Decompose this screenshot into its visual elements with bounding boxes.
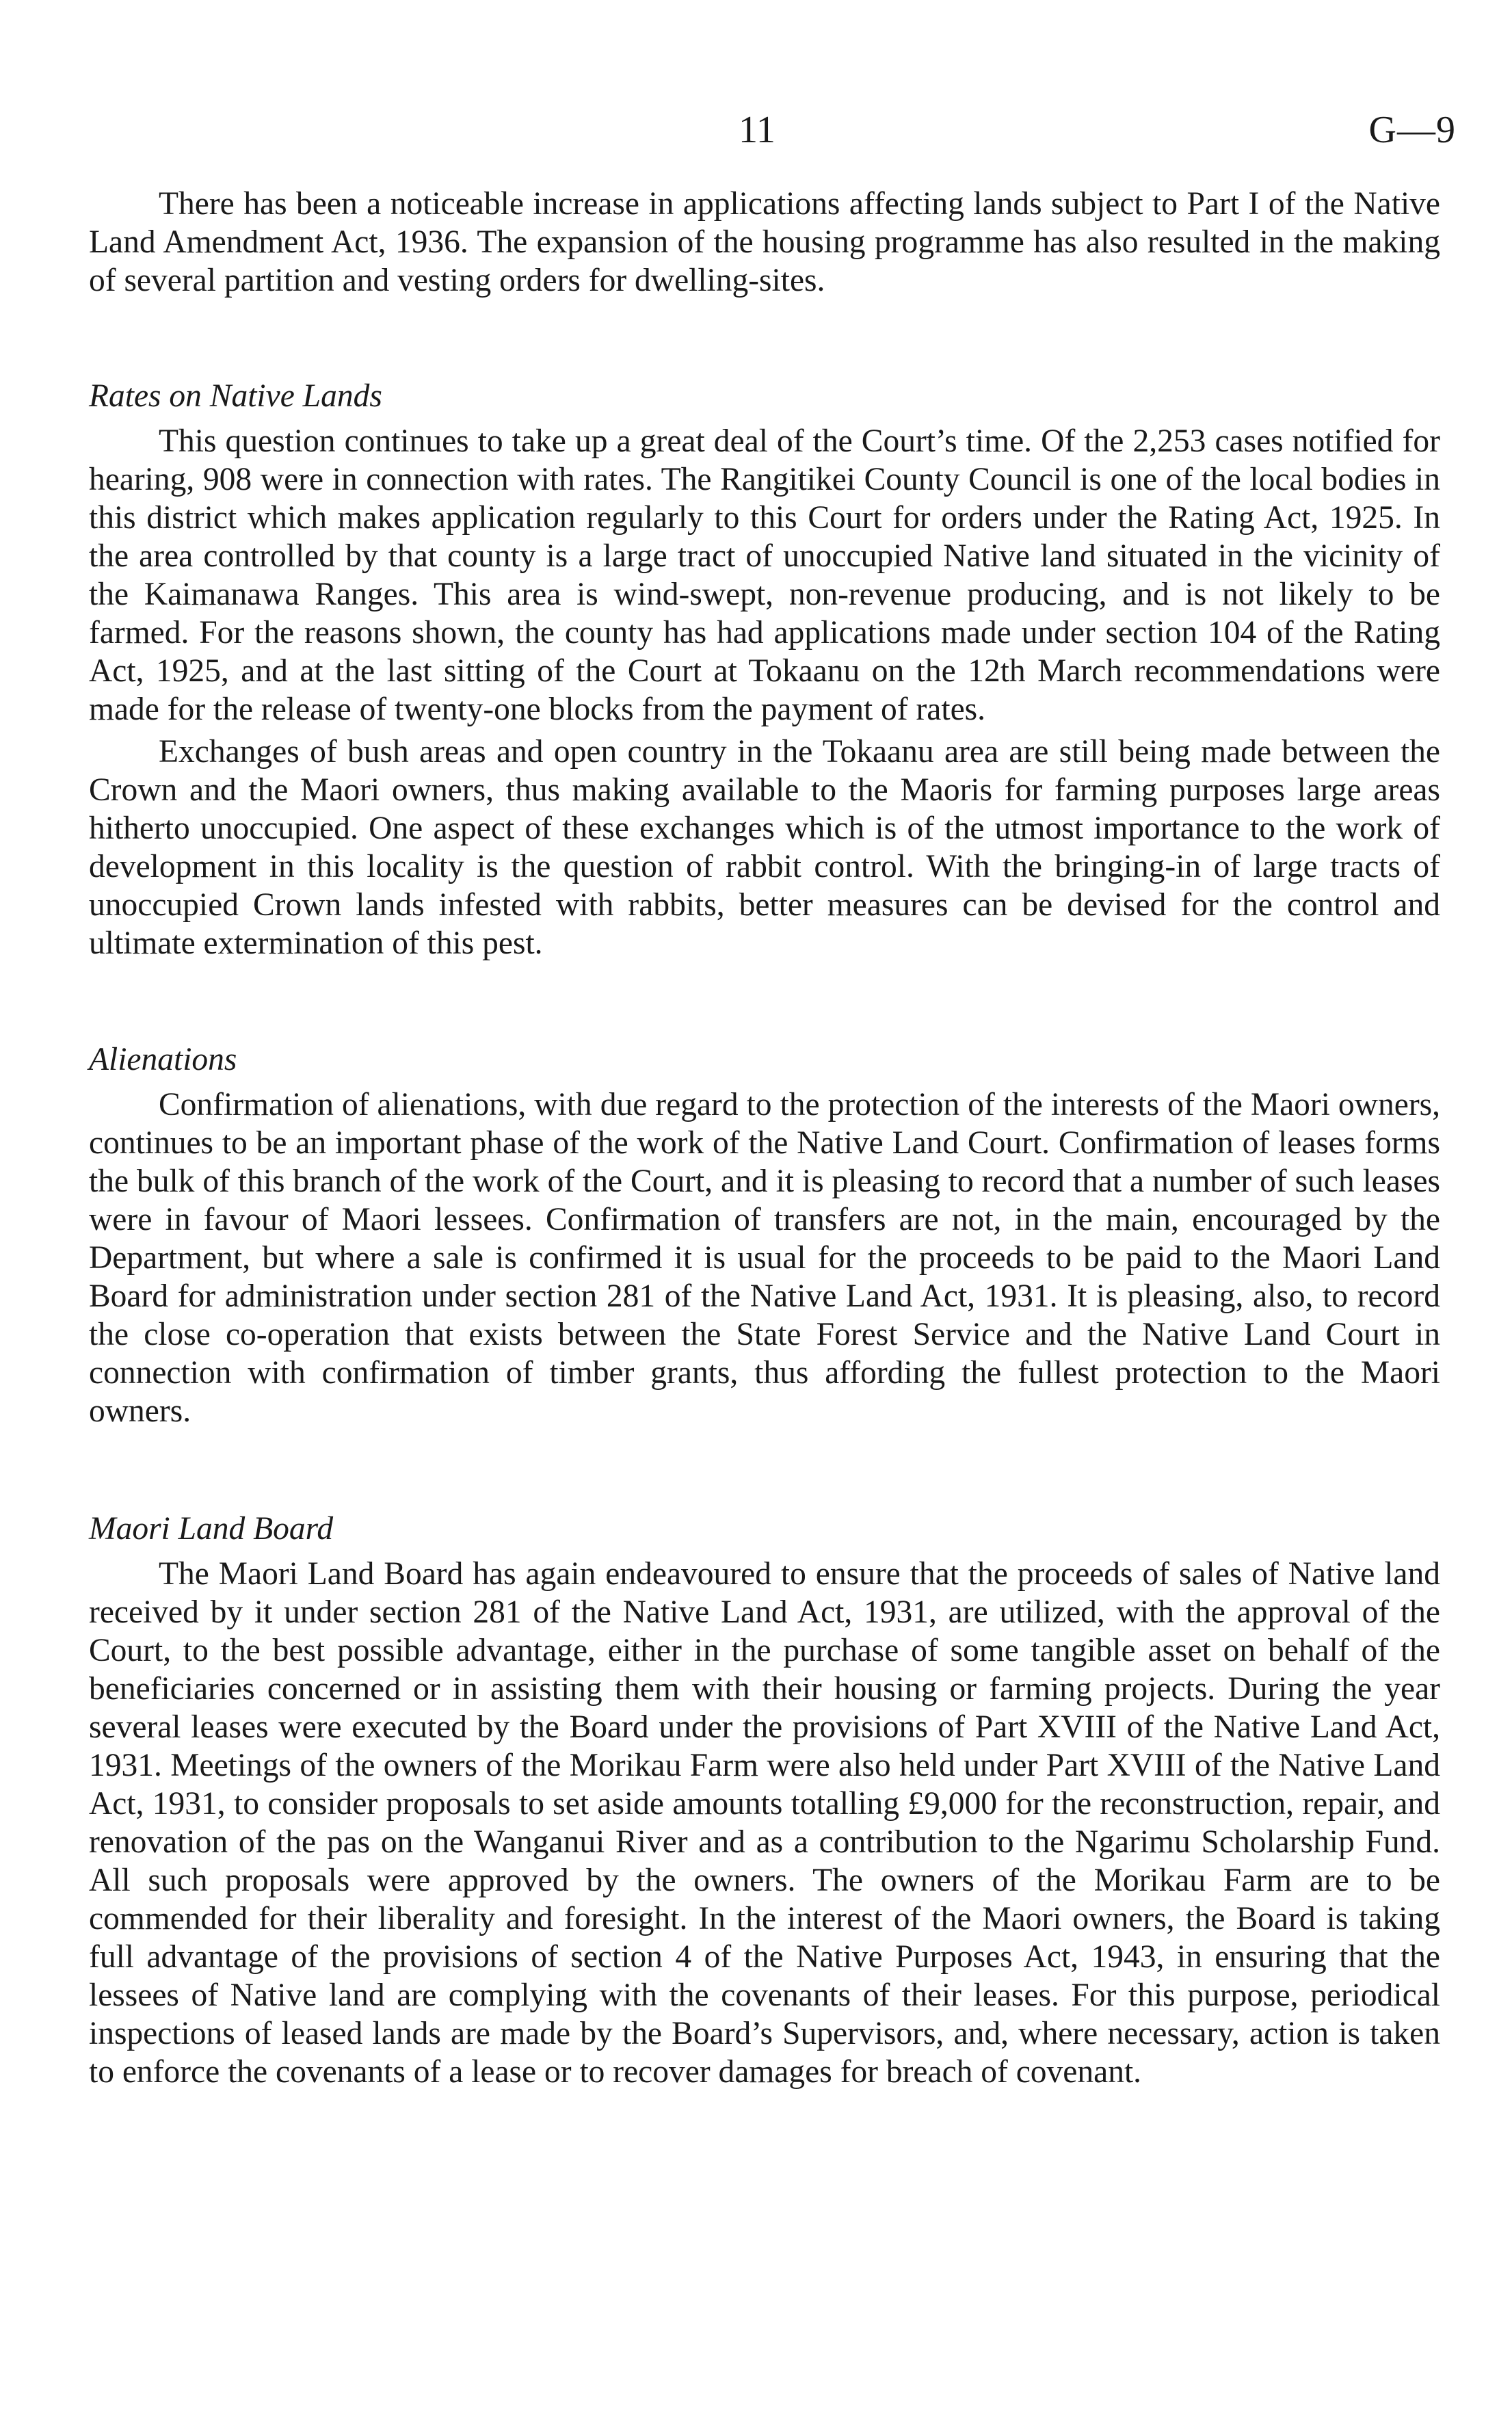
section-alienations	[89, 1040, 1440, 1430]
paragraph: Exchanges of bush areas and open country in the Tokaanu area are still being made between the Crown and the Maori owners, thus making available to the Maoris for farming purposes large areas hitherto unoccupied. One aspect of these exchanges which is of the utmost importance to the work of development in this locality is the question of rabbit control. With the bringing-in of large tracts of unoccupied Crown lands infested with rabbits, better measures can be devised for the control and ultimate extermination of this pest.	[89, 734, 1440, 961]
section-maori-land-board	[89, 1510, 1440, 2091]
paragraph: The Maori Land Board has again endeavoured to ensure that the proceeds of sales of Native land received by it under section 281 of the Native Land Act, 1931, are utilized, with the approval of the Court, to the best possible advantage, either in the purchase of some tangible asset on behalf of the beneficiaries concerned or in assisting them with their housing or farming projects. During the year several leases were executed by the Board under the provisions of Part XVIII of the Native Land Act, 1931. Meetings of the owners of the Morikau Farm were also held under Part XVIII of the Native Land Act, 1931, to consider proposals to set aside amounts totalling £9,000 for the reconstruction, repair, and renovation of the pas on the Wanganui River and as a contribution to the Ngarimu Scholarship Fund. All such proposals were approved by the owners. The owners of the Morikau Farm are to be commended for their liberality and foresight. In the interest of the Maori owners, the Board is taking full advantage of the provisions of section 4 of the Native Purposes Act, 1943, in ensuring that the lessees of Native land are complying with the covenants of their leases. For this purpose, periodical inspections of leased lands are made by the Board’s Supervisors, and, where necessary, action is taken to enforce the covenants of a lease or to recover damages for breach of covenant.	[89, 1556, 1440, 2090]
section-heading: Maori Land Board	[89, 1511, 334, 1547]
paragraph: This question continues to take up a great deal of the Court’s time. Of the 2,253 cases notified for hearing, 908 were in connection with rates. The Rangitikei County Council is one of the local bodies in this district which makes application regularly to this Court for orders under the Rating Act, 1925. In the area controlled by that county is a large tract of unoccupied Native land situated in the vicinity of the Kaimanawa Ranges. This area is wind-swept, non-revenue producing, and is not likely to be farmed. For the reasons shown, the county has had applications made under section 104 of the Rating Act, 1925, and at the last sitting of the Court at Tokaanu on the 12th March recommendations were made for the release of twenty-one blocks from the payment of rates.	[89, 423, 1440, 727]
paragraph: Confirmation of alienations, with due regard to the protection of the interests of the Maori owners, continues to be an important phase of the work of the Native Land Court. Confirmation of leases forms the bulk of this branch of the work of the Court, and it is pleasing to record that a number of such leases were in favour of Maori lessees. Confirmation of transfers are not, in the main, encouraged by the Department, but where a sale is confirmed it is usual for the proceeds to be paid to the Maori Land Board for administration under section 281 of the Native Land Act, 1931. It is pleasing, also, to record the close co-operation that exists between the State Forest Service and the Native Land Court in connection with confirmation of timber grants, thus affording the fullest protection to the Maori owners.	[89, 1087, 1440, 1429]
report-reference: G—9	[1368, 109, 1456, 151]
section-rates-on-native-lands	[89, 377, 1440, 962]
section-heading: Alienations	[89, 1042, 237, 1077]
document-body	[89, 185, 1440, 2091]
section-heading: Rates on Native Lands	[89, 378, 382, 414]
page-number: 11	[739, 109, 775, 151]
intro-paragraph: There has been a noticeable increase in applications affecting lands subject to Part I of the Native Land Amendment Act, 1936. The expansion of the housing programme has also resulted in the making of several partition and vesting orders for dwelling-sites.	[89, 186, 1440, 298]
